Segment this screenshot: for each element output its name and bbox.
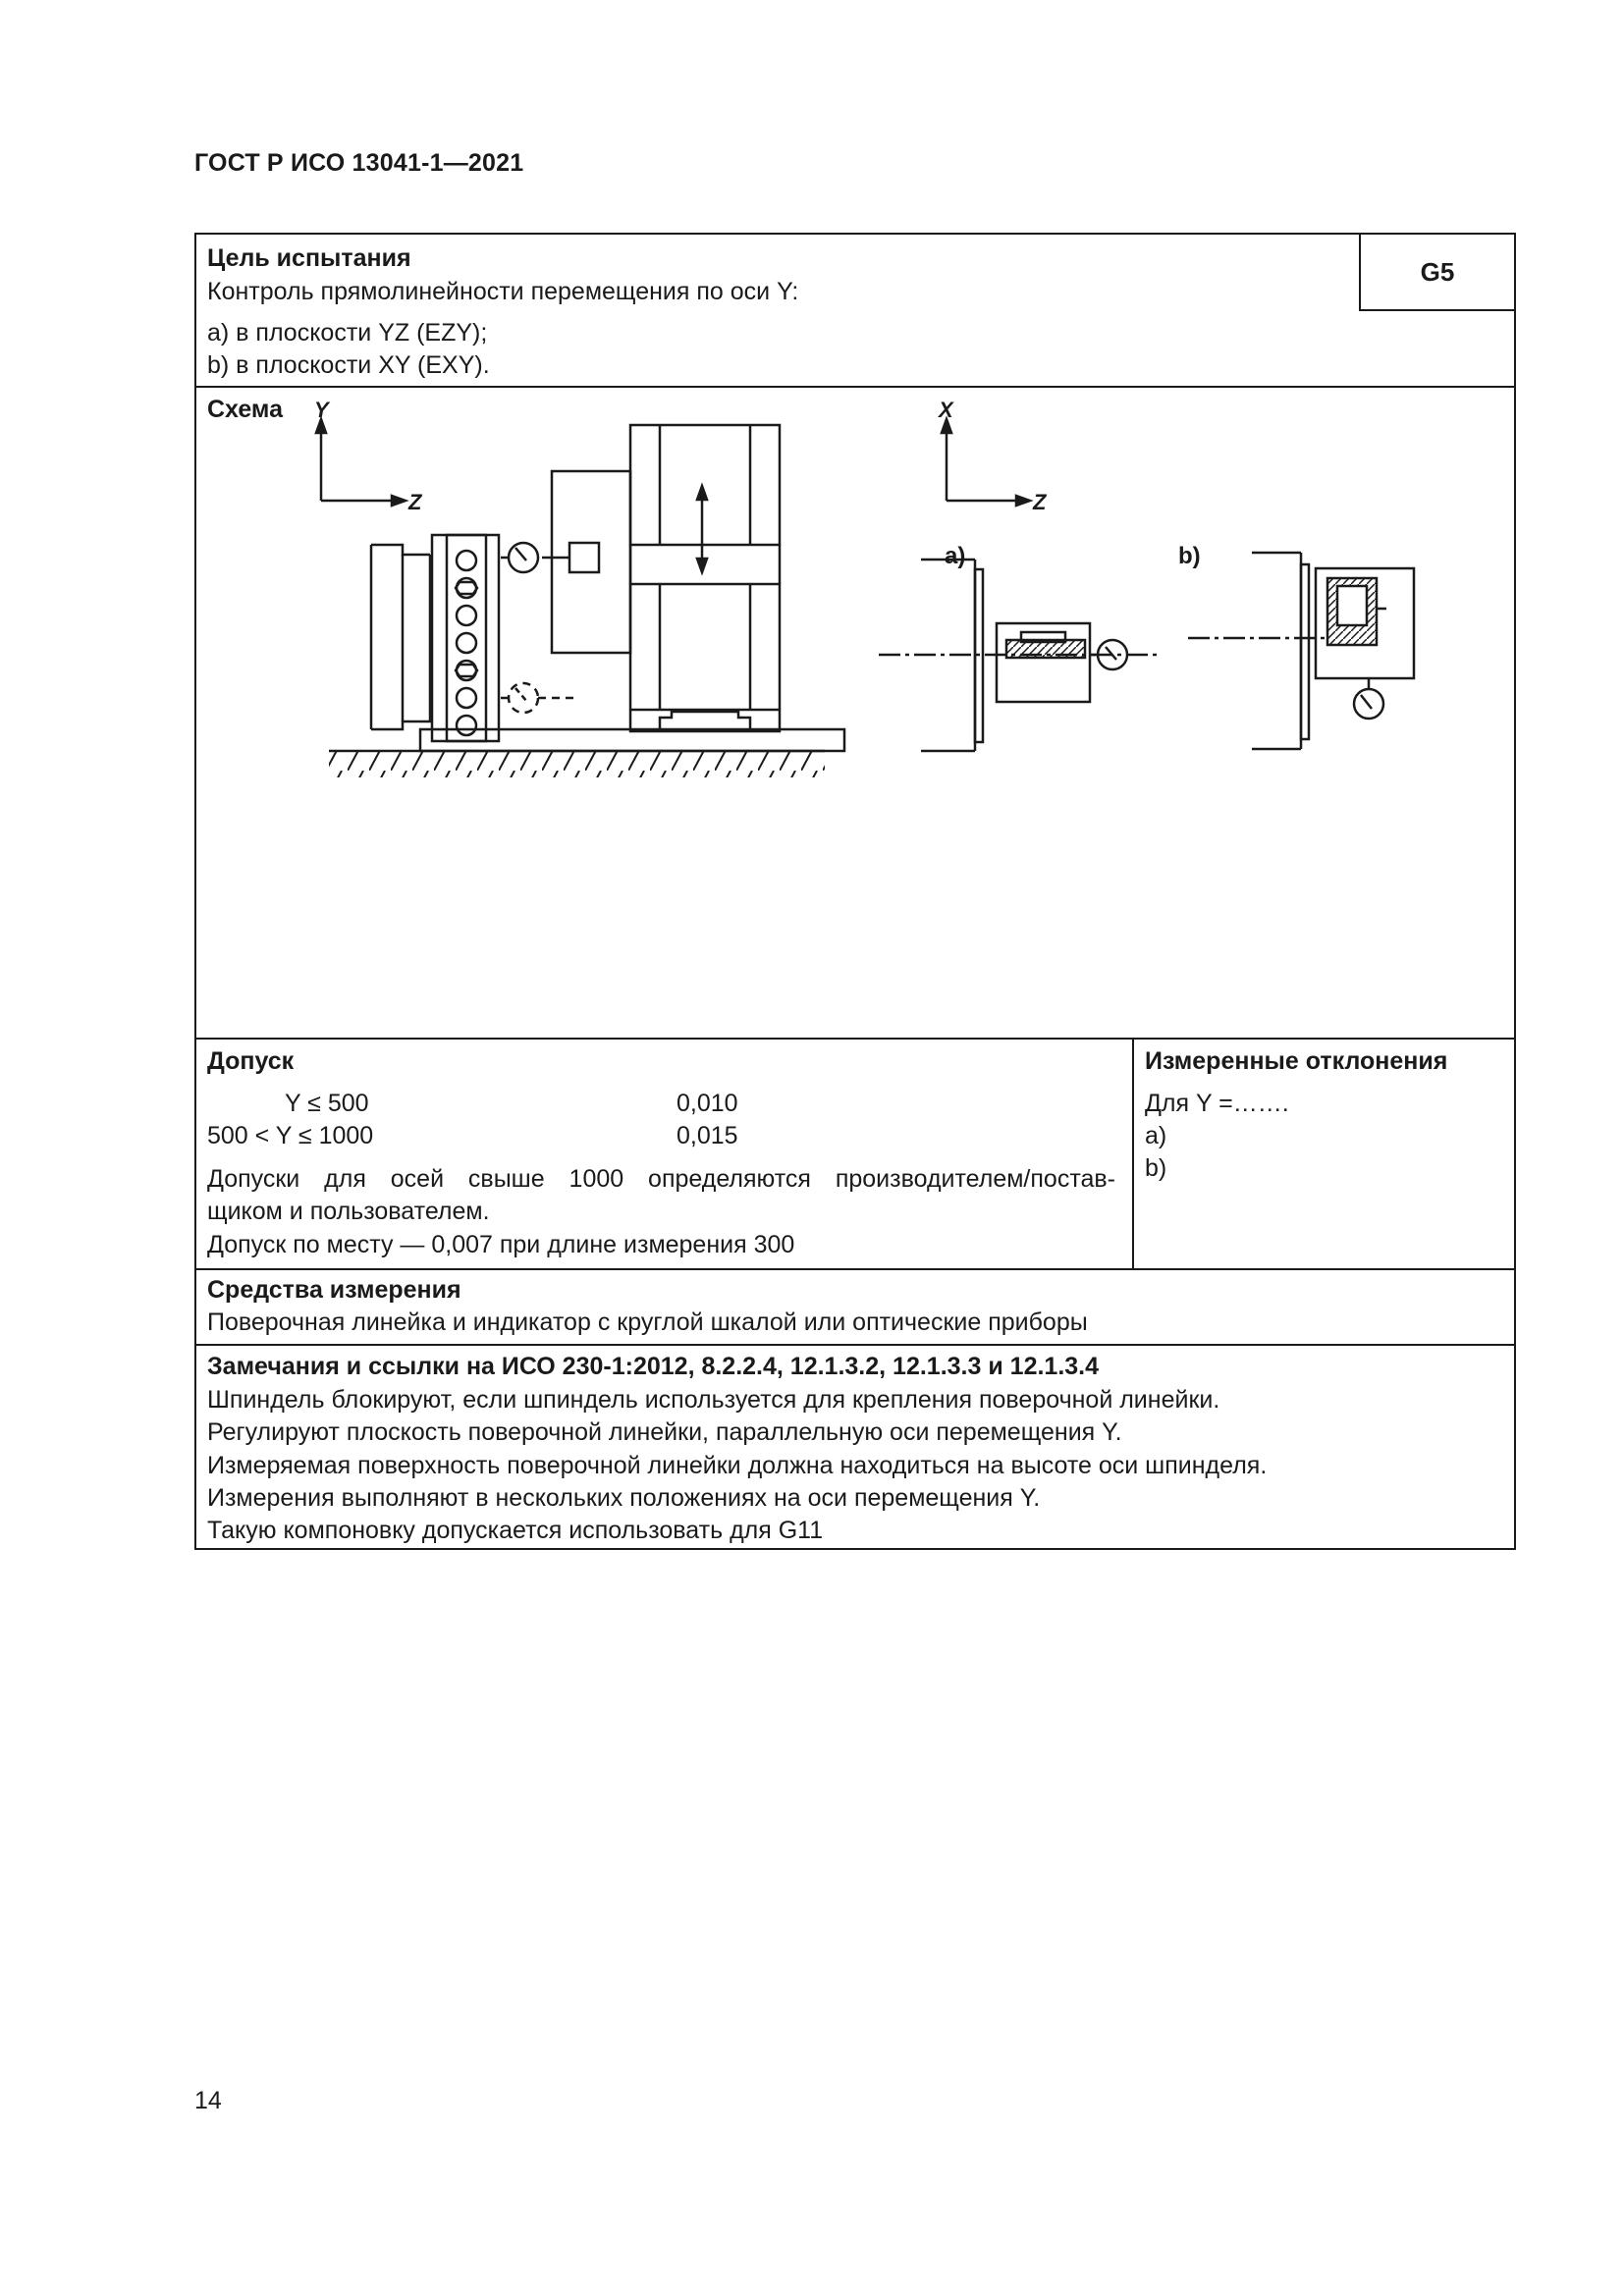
remarks-line: Регулируют плоскость поверочной линейки, параллельную оси перемещения Y. bbox=[207, 1418, 1122, 1446]
tolerance-row1-condition: Y ≤ 500 bbox=[285, 1090, 369, 1117]
tolerance-note-line3: Допуск по месту — 0,007 при длине измерения 300 bbox=[207, 1231, 795, 1258]
purpose-heading: Цель испытания bbox=[207, 244, 411, 272]
axis-left-label-z: Z bbox=[408, 490, 422, 514]
tolerance-row1-value: 0,010 bbox=[677, 1090, 738, 1117]
view-a-label: a) bbox=[945, 543, 966, 569]
measured-heading: Измеренные отклонения bbox=[1145, 1047, 1448, 1075]
divider-instruments bbox=[196, 1344, 1514, 1346]
purpose-line: Контроль прямолинейности перемещения по оси Y: bbox=[207, 278, 799, 305]
axis-right-label-x: X bbox=[939, 398, 953, 422]
remarks-line: Такую компоновку допускается использовать для G11 bbox=[207, 1517, 824, 1544]
test-code: G5 bbox=[1359, 235, 1514, 311]
axis-left-label-y: Y bbox=[314, 398, 329, 422]
axis-right-label-z: Z bbox=[1033, 490, 1047, 514]
tolerance-note-line1: Допуски для осей свыше 1000 определяются производителем/постав- bbox=[207, 1165, 1115, 1193]
measured-for-y: Для Y =……. bbox=[1145, 1090, 1289, 1117]
remarks-heading: Замечания и ссылки на ИСО 230-1:2012, 8.2.2.4, 12.1.3.2, 12.1.3.3 и 12.1.3.4 bbox=[207, 1353, 1100, 1380]
dial-indicator-alt bbox=[509, 683, 574, 713]
purpose-item-a: a) в плоскости YZ (EZY); bbox=[207, 319, 488, 347]
straightedge bbox=[432, 535, 499, 741]
test-sheet bbox=[194, 233, 1516, 1550]
instruments-heading: Средства измерения bbox=[207, 1276, 461, 1304]
page-number: 14 bbox=[194, 2087, 222, 2114]
view-a-diagram bbox=[879, 560, 1157, 751]
spindle-head bbox=[552, 471, 630, 653]
travel-arrow bbox=[697, 486, 707, 572]
tolerance-row2-value: 0,015 bbox=[677, 1122, 738, 1149]
document-header: ГОСТ Р ИСО 13041-1—2021 bbox=[194, 149, 524, 177]
tolerance-note-line2: щиком и пользователем. bbox=[207, 1198, 490, 1225]
remarks-line: Шпиндель блокируют, если шпиндель используется для крепления поверочной линейки. bbox=[207, 1386, 1220, 1414]
tolerance-row2-condition: 500 < Y ≤ 1000 bbox=[207, 1122, 374, 1149]
axis-left-arrow-right bbox=[392, 496, 406, 506]
remarks-line: Измерения выполняют в нескольких положениях на оси перемещения Y. bbox=[207, 1484, 1041, 1512]
scheme-heading: Схема bbox=[207, 396, 283, 423]
remarks-line: Измеряемая поверхность поверочной линейки должна находиться на высоте оси шпинделя. bbox=[207, 1452, 1268, 1479]
view-b-label: b) bbox=[1178, 543, 1201, 569]
view-b-diagram bbox=[1188, 553, 1414, 749]
measured-a: a) bbox=[1145, 1122, 1167, 1149]
divider-tolerance bbox=[196, 1268, 1514, 1270]
purpose-item-b: b) в плоскости XY (EXY). bbox=[207, 351, 490, 379]
instruments-text: Поверочная линейка и индикатор с круглой шкалой или оптические приборы bbox=[207, 1308, 1088, 1336]
measured-b: b) bbox=[1145, 1154, 1167, 1182]
scheme-diagram bbox=[196, 388, 1514, 839]
divider-scheme bbox=[196, 1038, 1514, 1040]
axis-right-arrow-right bbox=[1016, 496, 1030, 506]
tolerance-heading: Допуск bbox=[207, 1047, 295, 1075]
table-bracket bbox=[371, 545, 430, 555]
machine-ground bbox=[329, 751, 825, 777]
divider-vertical bbox=[1132, 1038, 1134, 1268]
machine-column bbox=[630, 425, 780, 731]
indicator-holder bbox=[569, 543, 599, 572]
